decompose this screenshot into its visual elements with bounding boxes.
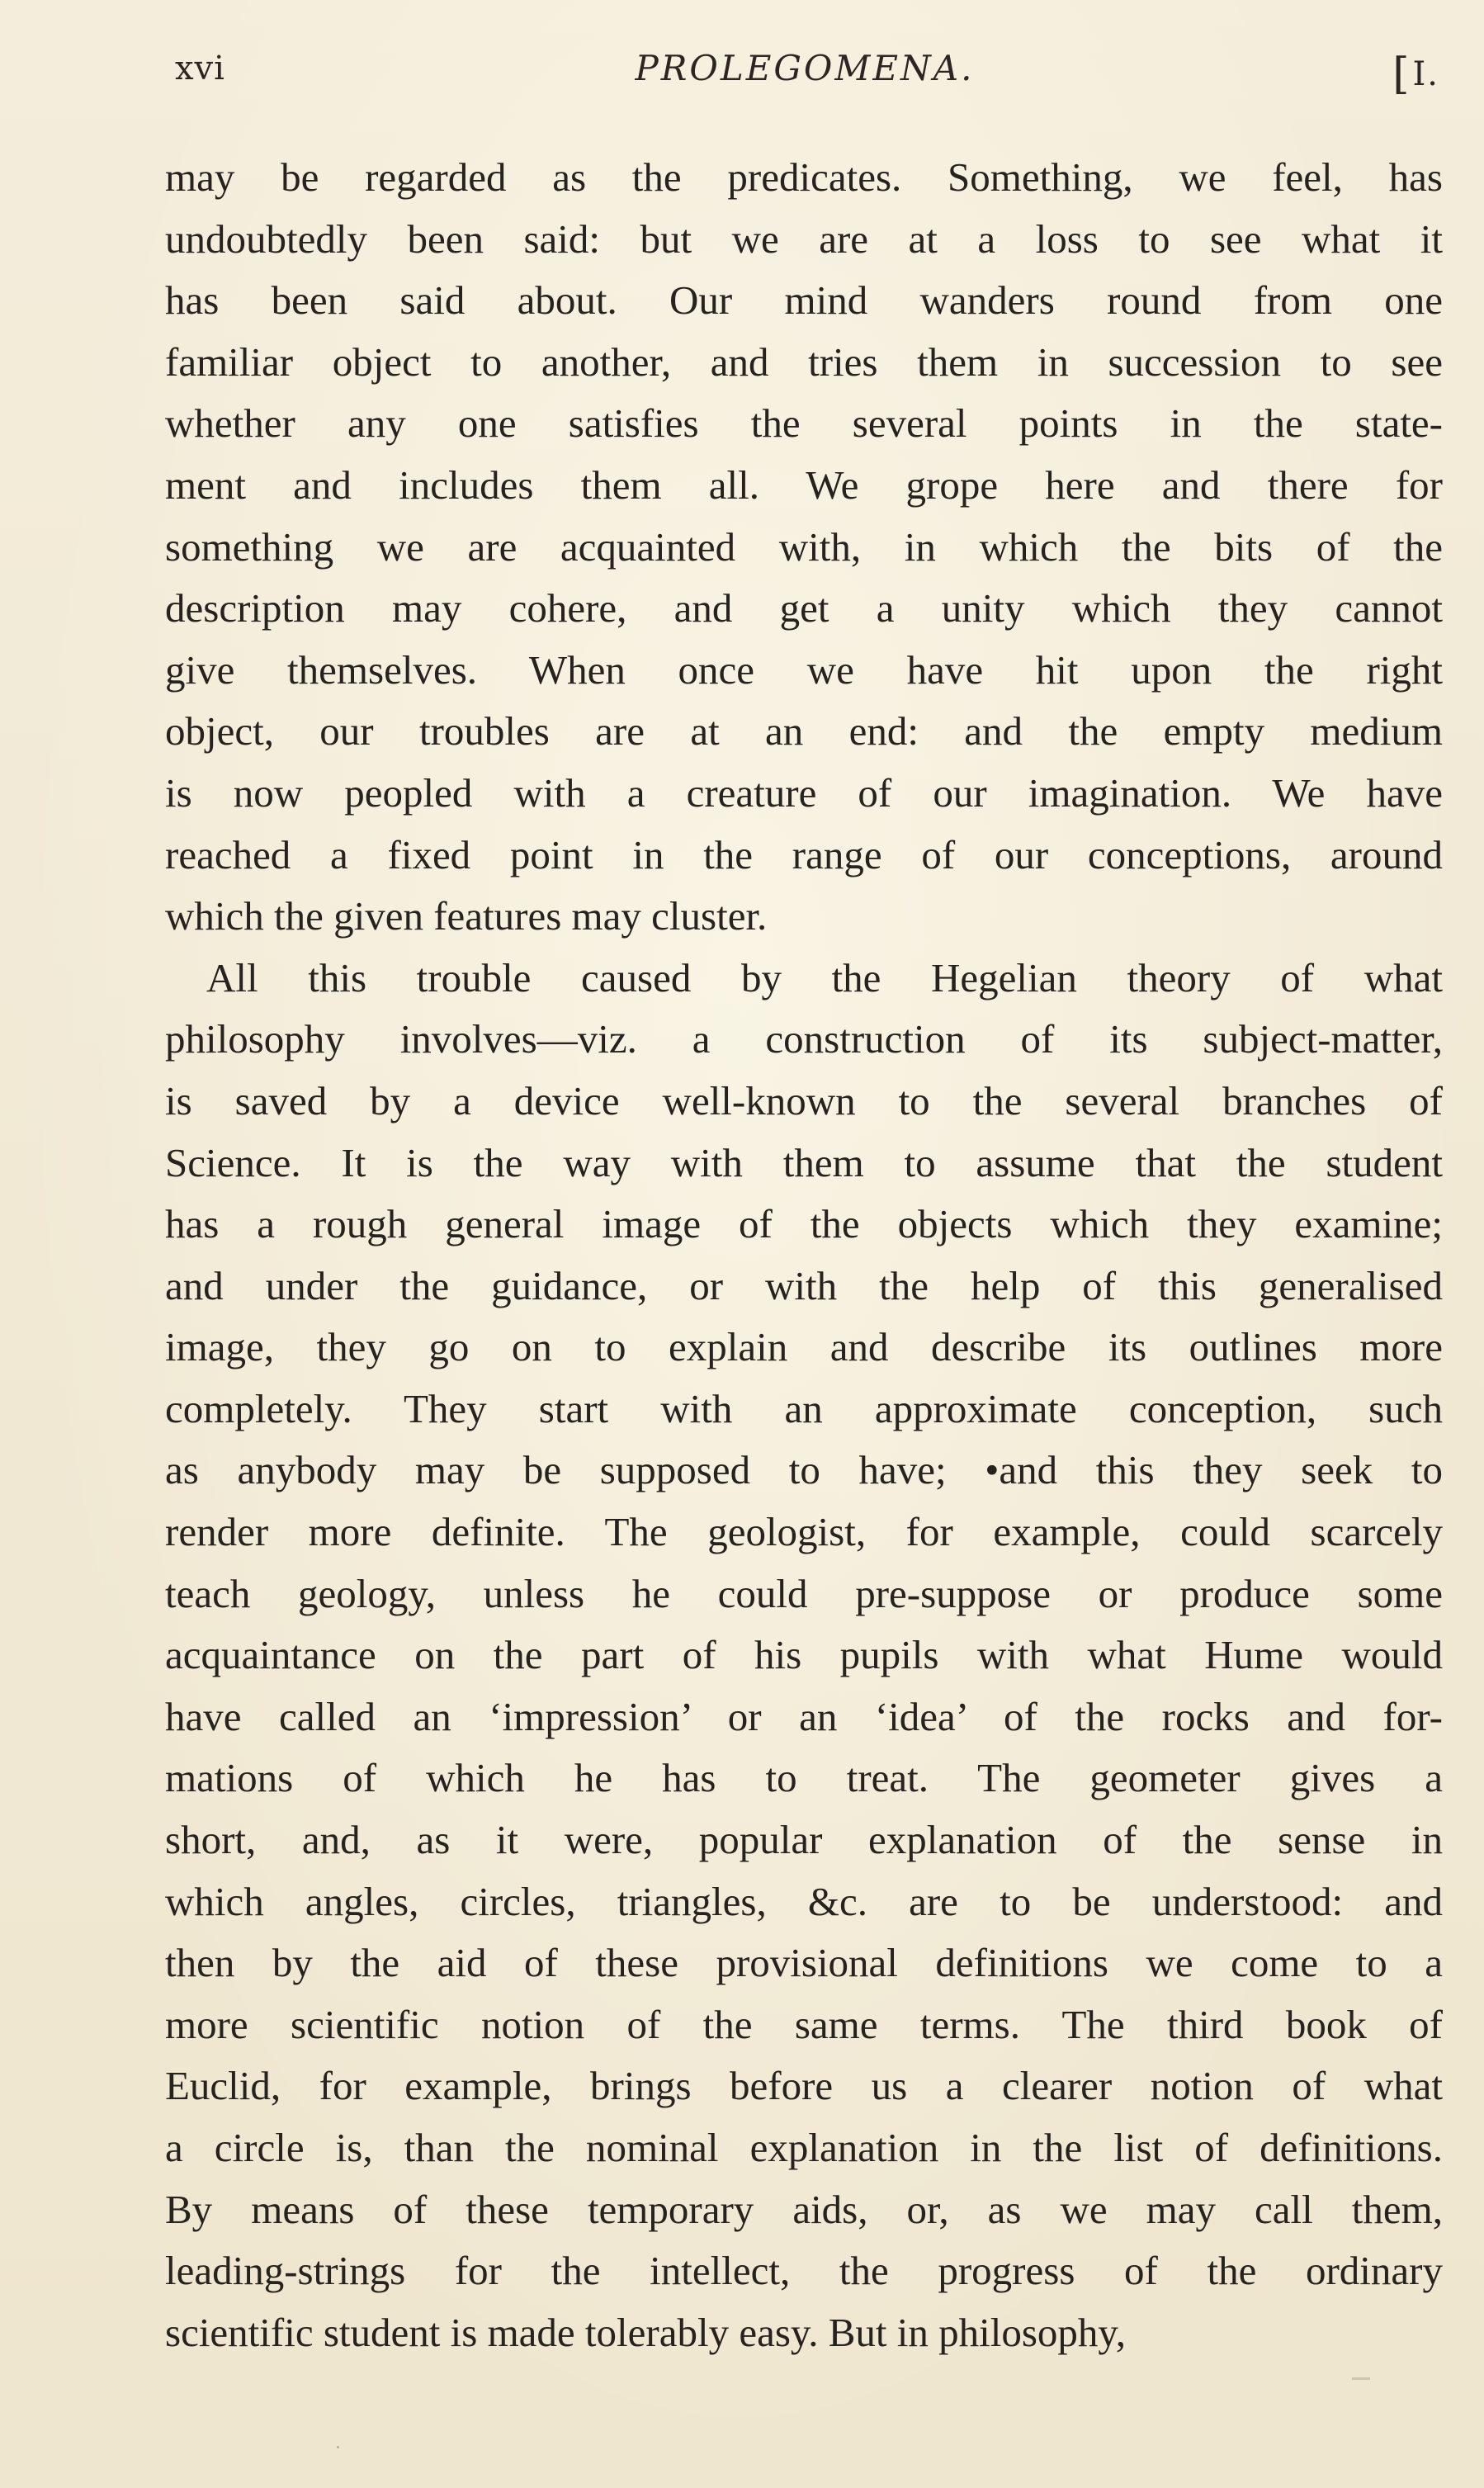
paper-blemish [1352,2377,1370,2380]
text-line: ment and includes them all. We grope here and there for [165,461,1443,508]
text-line: leading-strings for the intellect, the progress of the ordinary [165,2248,1443,2294]
section-marker [1392,50,1439,99]
paper-speck [337,2446,339,2448]
text-line: may be regarded as the predicates. Something, we feel, has [165,154,1443,200]
page-header [165,43,1444,101]
text-line: give themselves. When once we have hit upon the right [165,646,1443,693]
text-line: undoubtedly been said: but we are at a loss to see what it [165,215,1443,262]
text-line: and under the guidance, or with the help of this generalised [165,1262,1443,1308]
text-line: mations of which he has to treat. The geometer gives a [165,1755,1443,1801]
text-line: short, and, as it were, popular explanation of the sense in [165,1817,1443,1863]
text-line: image, they go on to explain and describe its outlines more [165,1324,1443,1370]
text-line: scientific student is made tolerably easy. But in philosophy, [165,2309,1126,2355]
paragraph [165,147,1443,948]
text-line: acquaintance on the part of his pupils with what Hume would [165,1632,1443,1678]
text-line: have called an ‘impression’ or an ‘idea’ of the rocks and for- [165,1693,1443,1739]
text-line: Euclid, for example, brings before us a clearer notion of what [165,2063,1443,2109]
text-line: familiar object to another, and tries them in succession to see [165,338,1443,385]
text-line: has a rough general image of the objects which they examine; [165,1201,1443,1247]
text-line: then by the aid of these provisional definitions we come to a [165,1940,1443,1986]
text-line: more scientific notion of the same terms. The third book of [165,2001,1443,2047]
text-line: is saved by a device well-known to the several branches of [165,1077,1443,1123]
text-line: object, our troubles are at an end: and the empty medium [165,708,1443,754]
text-line: as anybody may be supposed to have; •and this they seek to [165,1447,1443,1493]
text-line: All this trouble caused by the Hegelian theory of what [206,954,1443,1000]
text-line: has been said about. Our mind wanders round from one [165,277,1443,324]
running-head: PROLEGOMENA. [635,48,975,88]
page-number: xvi [175,50,225,88]
text-line: something we are acquainted with, in which the bits of the [165,523,1443,570]
text-line: teach geology, unless he could pre-suppose or produce some [165,1570,1443,1616]
paragraph [165,948,1443,2364]
text-line: Science. It is the way with them to assume that the student [165,1139,1443,1185]
text-line: description may cohere, and get a unity which they cannot [165,585,1443,631]
text-line: reached a fixed point in the range of our conceptions, around [165,831,1443,877]
text-line: render more definite. The geologist, for example, could scarcely [165,1509,1443,1555]
text-line: which the given features may cluster. [165,893,768,939]
text-line: whether any one satisfies the several points in the state- [165,400,1443,447]
text-line: philosophy involves—viz. a construction of its subject-matter, [165,1016,1443,1062]
section-number: I. [1412,55,1439,93]
text-line: completely. They start with an approximate conception, such [165,1385,1443,1431]
text-line: By means of these temporary aids, or, as we may call them, [165,2186,1443,2232]
text-line: is now peopled with a creature of our imagination. We have [165,769,1443,816]
section-bracket: [ [1392,50,1411,99]
text-line: which angles, circles, triangles, &c. are to be understood: and [165,1878,1443,1924]
body-text [165,147,1443,2363]
text-line: a circle is, than the nominal explanation in the list of definitions. [165,2125,1443,2170]
